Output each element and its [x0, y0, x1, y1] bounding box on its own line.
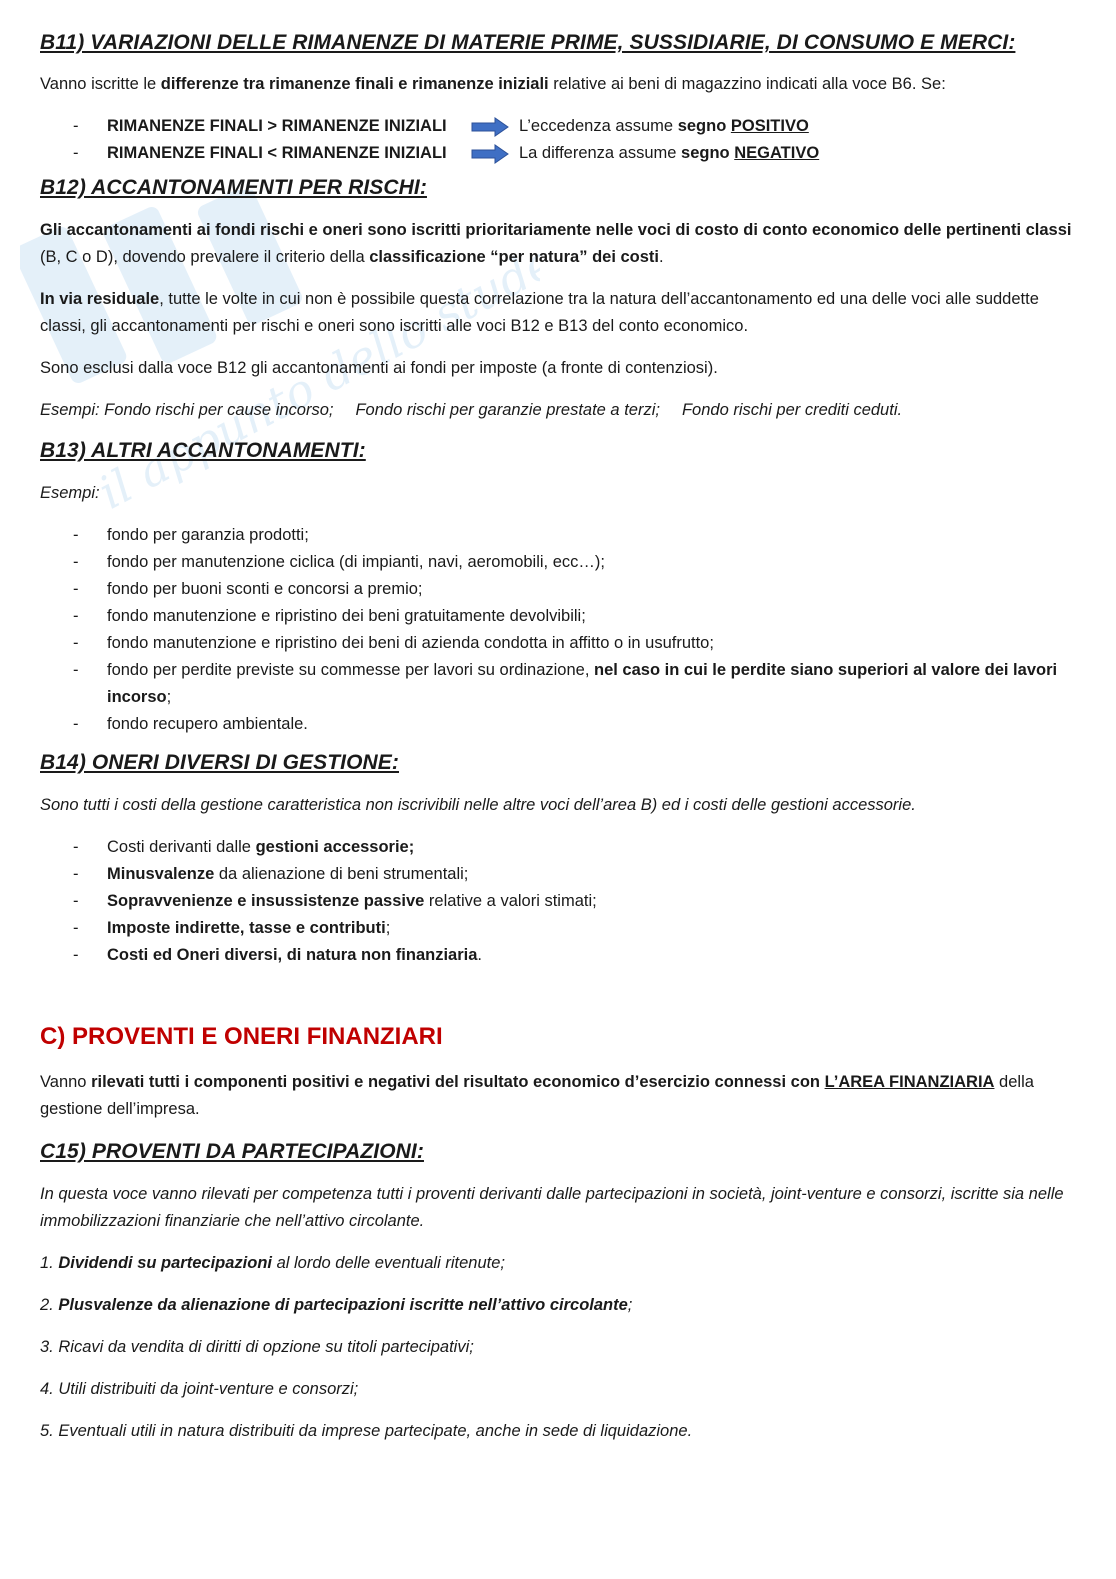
b14-list	[40, 834, 1076, 969]
chapter-title-c: C) PROVENTI E ONERI FINANZIARI	[40, 1023, 443, 1050]
list-item: - fondo manutenzione e ripristino dei beni gratuitamente devolvibili;	[40, 603, 1076, 630]
c15-intro: In questa voce vanno rilevati per competenza tutti i proventi derivanti dalle partecipazioni in società, joint-venture e consorzi, iscritte sia nelle immobilizzazioni finanziarie che nell’attivo circolante.	[40, 1185, 1064, 1230]
list-item: - Minusvalenze da alienazione di beni strumentali;	[40, 861, 1076, 888]
b13-list	[40, 522, 1076, 738]
b13-label: Esempi:	[40, 484, 100, 502]
c-intro: Vanno rilevati tutti i componenti positivi e negativi del risultato economico d’esercizio connessi con L’AREA FINANZIARIA della gestione dell’impresa.	[40, 1073, 1034, 1118]
list-item: - fondo per perdite previste su commesse per lavori su ordinazione, nel caso in cui le perdite siano superiori al valore dei lavori incorso;	[40, 657, 1076, 711]
c15-item-1: 1. Dividendi su partecipazioni al lordo delle eventuali ritenute;	[40, 1254, 505, 1272]
section-title-b11: B11) VARIAZIONI DELLE RIMANENZE DI MATERIE PRIME, SUSSIDIARIE, DI CONSUMO E MERCI:	[40, 31, 1016, 54]
b14-intro: Sono tutti i costi della gestione caratteristica non iscrivibili nelle altre voci dell’area B) ed i costi delle gestioni accessorie.	[40, 796, 916, 814]
list-item: - fondo per garanzia prodotti;	[40, 522, 1076, 549]
c15-item-3: 3. Ricavi da vendita di diritti di opzione su titoli partecipativi;	[40, 1338, 474, 1356]
c15-item-5: 5. Eventuali utili in natura distribuiti da imprese partecipate, anche in sede di liquidazione.	[40, 1422, 693, 1440]
list-item: - fondo per buoni sconti e concorsi a premio;	[40, 576, 1076, 603]
section-title-c15: C15) PROVENTI DA PARTECIPAZIONI:	[40, 1140, 424, 1163]
list-item: - RIMANENZE FINALI < RIMANENZE INIZIALI La differenza assume segno NEGATIVO	[40, 140, 1076, 167]
list-item: - RIMANENZE FINALI > RIMANENZE INIZIALI L’eccedenza assume segno POSITIVO	[40, 113, 1076, 140]
section-title-b14: B14) ONERI DIVERSI DI GESTIONE:	[40, 751, 399, 774]
watermark-text: il appunto dello studente	[89, 198, 540, 520]
section-title-b12: B12) ACCANTONAMENTI PER RISCHI:	[40, 176, 427, 199]
arrow-right-icon	[471, 144, 509, 164]
b11-intro: Vanno iscritte le differenze tra rimanenze finali e rimanenze iniziali relative ai beni di magazzino indicati alla voce B6. Se:	[40, 75, 946, 93]
b12-examples: Esempi: Fondo rischi per cause incorso; Fondo rischi per garanzie prestate a terzi; Fondo rischi per crediti ceduti.	[40, 401, 903, 419]
b12-paragraph-1: Gli accantonamenti ai fondi rischi e oneri sono iscritti prioritariamente nelle voci di costo di conto economico delle pertinenti classi (B, C o D), dovendo prevalere il criterio della classificazione “per natura” dei costi.	[40, 221, 1072, 266]
b12-paragraph-2: In via residuale, tutte le volte in cui non è possibile questa correlazione tra la natura dell’accantonamento ed una delle voci alle suddette classi, gli accantonamenti per rischi e oneri sono iscritti alle voci B12 e B13 del conto economico.	[40, 290, 1039, 335]
list-item: - fondo manutenzione e ripristino dei beni di azienda condotta in affitto o in usufrutto;	[40, 630, 1076, 657]
section-title-b13: B13) ALTRI ACCANTONAMENTI:	[40, 439, 366, 462]
list-item: - Costi derivanti dalle gestioni accessorie;	[40, 834, 1076, 861]
b11-list	[40, 113, 1076, 167]
b12-paragraph-3: Sono esclusi dalla voce B12 gli accantonamenti ai fondi per imposte (a fronte di contenziosi).	[40, 359, 718, 377]
list-item: - Costi ed Oneri diversi, di natura non finanziaria.	[40, 942, 1076, 969]
c15-item-2: 2. Plusvalenze da alienazione di partecipazioni iscritte nell’attivo circolante;	[40, 1296, 633, 1314]
list-item: - fondo per manutenzione ciclica (di impianti, navi, aeromobili, ecc…);	[40, 549, 1076, 576]
list-item: - Sopravvenienze e insussistenze passive relative a valori stimati;	[40, 888, 1076, 915]
document-page	[40, 26, 1076, 1445]
list-item: - Imposte indirette, tasse e contributi;	[40, 915, 1076, 942]
arrow-right-icon	[471, 117, 509, 137]
list-item: - fondo recupero ambientale.	[40, 711, 1076, 738]
c15-item-4: 4. Utili distribuiti da joint-venture e consorzi;	[40, 1380, 359, 1398]
